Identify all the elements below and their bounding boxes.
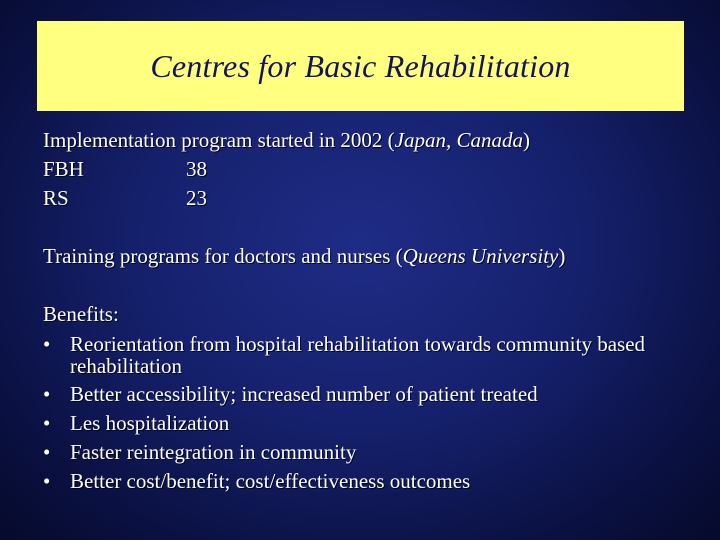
training-line: [43, 242, 693, 271]
implementation-suffix: ): [523, 128, 530, 152]
benefits-heading: Benefits:: [43, 302, 119, 326]
benefit-text: Better cost/benefit; cost/effectiveness outcomes: [70, 469, 471, 493]
training-suffix: ): [558, 244, 566, 268]
bullet-icon: •: [43, 440, 51, 464]
bullet-icon: •: [43, 382, 51, 406]
bullet-icon: •: [43, 411, 51, 435]
bullet-icon: •: [43, 332, 51, 356]
slide-title: Centres for Basic Rehabilitation: [150, 47, 571, 84]
list-item: [43, 380, 693, 409]
slide-body: [43, 126, 693, 496]
bullet-icon: •: [43, 469, 51, 493]
implementation-prefix: Implementation program started in 2002 (: [43, 128, 395, 152]
list-item: [43, 467, 693, 496]
implementation-line: [43, 126, 693, 155]
benefit-text: Better accessibility; increased number of patient treated: [70, 382, 538, 406]
list-item: [43, 438, 693, 467]
title-banner: [37, 21, 684, 111]
list-item: [43, 329, 693, 380]
count-row-rs: [43, 184, 693, 213]
implementation-partners: Japan, Canada: [394, 128, 523, 152]
training-partner: Queens University: [402, 244, 559, 268]
count-label: RS: [43, 186, 69, 210]
benefit-text: Faster reintegration in community: [70, 440, 357, 464]
count-value: 23: [186, 186, 207, 210]
spacer: [43, 271, 693, 300]
benefit-text: Les hospitalization: [70, 411, 230, 435]
count-value: 38: [186, 157, 207, 181]
benefit-text: Reorientation from hospital rehabilitation towards community based rehabilitation: [70, 332, 646, 378]
count-label: FBH: [43, 157, 84, 181]
list-item: [43, 409, 693, 438]
benefits-list: [43, 329, 693, 496]
count-row-fbh: [43, 155, 693, 184]
training-prefix: Training programs for doctors and nurses (: [43, 244, 403, 268]
spacer: [43, 213, 693, 242]
